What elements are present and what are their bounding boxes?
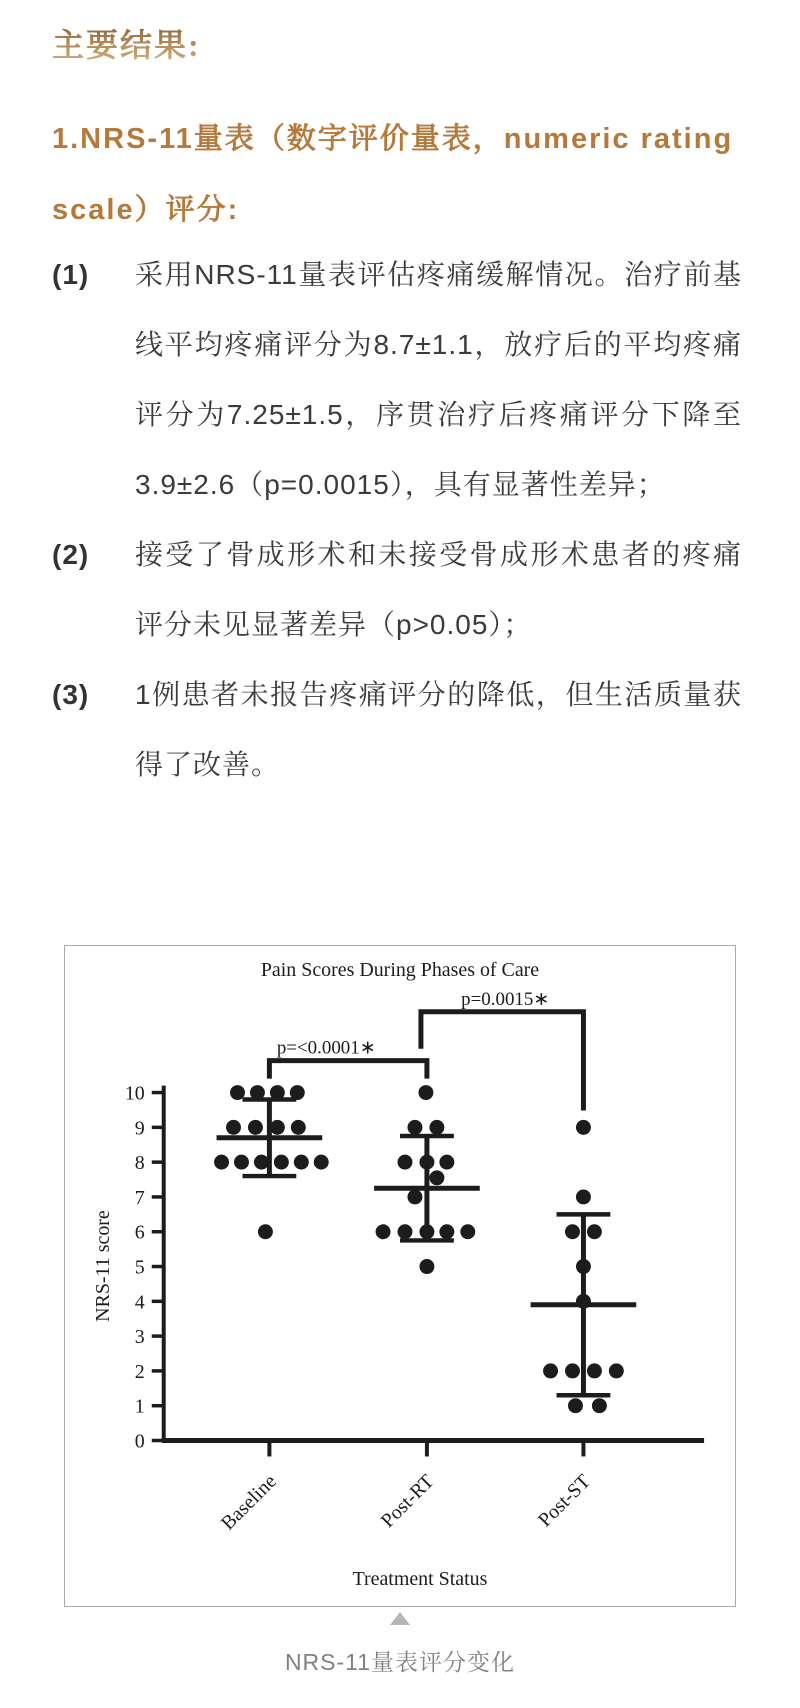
x-tick-label: Post-RT (376, 1470, 439, 1533)
y-tick-label: 6 (134, 1221, 145, 1244)
data-point (418, 1085, 433, 1100)
data-point (419, 1259, 434, 1274)
pain-scores-figure (64, 945, 736, 1607)
x-axis-title: Treatment Status (352, 1568, 488, 1591)
data-point (407, 1189, 422, 1204)
list-item (52, 660, 742, 800)
data-point (419, 1224, 434, 1239)
data-point (429, 1170, 444, 1185)
data-point (568, 1398, 583, 1413)
x-tick-label: Post-ST (533, 1470, 595, 1532)
data-point (270, 1085, 285, 1100)
list-item (52, 240, 742, 520)
data-point (609, 1363, 624, 1378)
figure-caption: NRS-11量表评分变化 (284, 1649, 516, 1675)
data-point (398, 1155, 413, 1170)
y-axis-title: NRS-11 score (91, 1210, 114, 1322)
data-point (407, 1120, 422, 1135)
x-tick-label: Baseline (216, 1470, 281, 1535)
chart-title: Pain Scores During Phases of Care (260, 958, 540, 981)
data-point (576, 1259, 591, 1274)
data-point (258, 1224, 273, 1239)
significance-bracket (269, 1061, 427, 1079)
pain-chart-svg (65, 946, 735, 1606)
y-tick-label: 7 (134, 1186, 145, 1209)
y-tick-label: 8 (134, 1152, 145, 1175)
item-text: 接受了骨成形术和未接受骨成形术患者的疼痛评分未见显著差异（p>0.05）； (135, 539, 742, 640)
data-point (274, 1155, 289, 1170)
significance-label: p=<0.0001∗ (276, 1037, 376, 1059)
data-point (294, 1155, 309, 1170)
data-point (429, 1120, 444, 1135)
results-list (52, 240, 742, 800)
figure-caption-block (0, 1612, 800, 1677)
data-point (565, 1224, 580, 1239)
data-point (250, 1085, 265, 1100)
data-point (291, 1120, 306, 1135)
significance-label: p=0.0015∗ (461, 988, 550, 1010)
item-text: 1例患者未报告疼痛评分的降低，但生活质量获得了改善。 (135, 679, 742, 780)
data-point (270, 1120, 285, 1135)
data-point (587, 1363, 602, 1378)
data-point (376, 1224, 391, 1239)
y-tick-label: 1 (134, 1395, 145, 1418)
y-tick-label: 9 (134, 1117, 145, 1140)
item-marker: (2) (52, 539, 90, 570)
significance-bracket (421, 1012, 584, 1111)
data-point (460, 1224, 475, 1239)
item-marker: (3) (52, 679, 90, 710)
data-point (254, 1155, 269, 1170)
data-point (587, 1224, 602, 1239)
data-point (439, 1155, 454, 1170)
data-point (290, 1085, 305, 1100)
data-point (214, 1155, 229, 1170)
data-point (226, 1120, 241, 1135)
data-point (565, 1363, 580, 1378)
data-point (439, 1224, 454, 1239)
data-point (234, 1155, 249, 1170)
data-point (419, 1155, 434, 1170)
item-text: 采用NRS-11量表评估疼痛缓解情况。治疗前基线平均疼痛评分为8.7±1.1，放疗后的平均疼痛评分为7.25±1.5，序贯治疗后疼痛评分下降至3.9±2.6（p=0.0015），具有显著性差异； (135, 259, 742, 500)
data-point (576, 1120, 591, 1135)
data-point (230, 1085, 245, 1100)
y-tick-label: 0 (134, 1430, 145, 1453)
y-tick-label: 4 (134, 1291, 145, 1314)
y-tick-label: 2 (134, 1360, 145, 1383)
data-point (543, 1363, 558, 1378)
y-tick-label: 10 (124, 1082, 145, 1105)
data-point (576, 1189, 591, 1204)
section-title: 主要结果: (52, 20, 752, 66)
nrs11-heading: 1.NRS-11量表（数字评价量表，numeric rating scale）评分: (52, 123, 734, 226)
y-tick-label: 3 (134, 1326, 145, 1349)
triangle-up-icon (390, 1612, 410, 1625)
list-item (52, 520, 742, 660)
data-point (248, 1120, 263, 1135)
y-tick-label: 5 (134, 1256, 145, 1279)
data-point (398, 1224, 413, 1239)
data-point (314, 1155, 329, 1170)
data-point (592, 1398, 607, 1413)
data-point (576, 1294, 591, 1309)
item-marker: (1) (52, 259, 90, 290)
